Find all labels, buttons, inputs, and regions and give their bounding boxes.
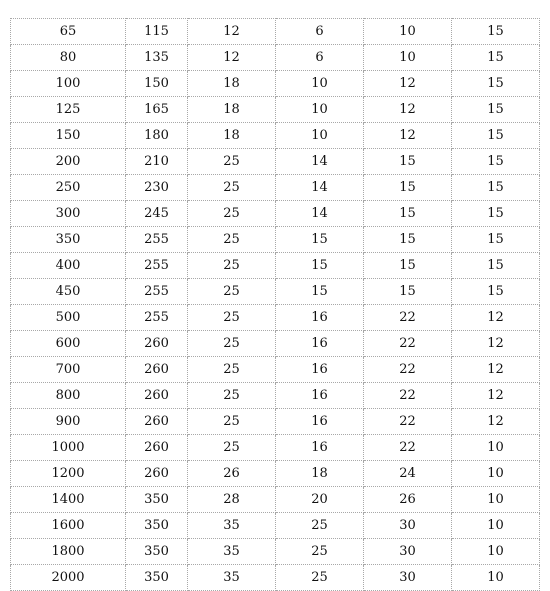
table-cell: 900 — [11, 409, 126, 435]
table-cell: 10 — [276, 97, 364, 123]
table-cell: 15 — [452, 175, 540, 201]
table-cell: 12 — [452, 409, 540, 435]
table-row — [11, 461, 540, 487]
table-row — [11, 175, 540, 201]
table-row — [11, 357, 540, 383]
table-cell: 200 — [11, 149, 126, 175]
table-cell: 25 — [188, 383, 276, 409]
table-cell: 25 — [276, 539, 364, 565]
table-container — [10, 18, 540, 591]
table-cell: 1200 — [11, 461, 126, 487]
table-cell: 22 — [364, 409, 452, 435]
table-row — [11, 97, 540, 123]
table-cell: 25 — [188, 175, 276, 201]
table-cell: 25 — [188, 435, 276, 461]
table-cell: 65 — [11, 19, 126, 45]
table-cell: 150 — [11, 123, 126, 149]
table-cell: 22 — [364, 383, 452, 409]
table-cell: 25 — [276, 513, 364, 539]
table-cell: 10 — [452, 487, 540, 513]
table-row — [11, 383, 540, 409]
table-cell: 10 — [452, 461, 540, 487]
table-cell: 15 — [452, 123, 540, 149]
table-cell: 14 — [276, 175, 364, 201]
table-cell: 15 — [364, 279, 452, 305]
table-cell: 24 — [364, 461, 452, 487]
table-cell: 22 — [364, 435, 452, 461]
table-cell: 20 — [276, 487, 364, 513]
table-cell: 16 — [276, 409, 364, 435]
table-cell: 12 — [452, 383, 540, 409]
table-cell: 25 — [188, 357, 276, 383]
table-cell: 15 — [452, 149, 540, 175]
table-cell: 450 — [11, 279, 126, 305]
table-cell: 2000 — [11, 565, 126, 591]
table-cell: 26 — [364, 487, 452, 513]
table-cell: 12 — [188, 19, 276, 45]
table-cell: 350 — [126, 487, 188, 513]
table-cell: 180 — [126, 123, 188, 149]
table-cell: 400 — [11, 253, 126, 279]
table-cell: 15 — [452, 71, 540, 97]
table-cell: 10 — [276, 123, 364, 149]
table-cell: 35 — [188, 513, 276, 539]
table-row — [11, 409, 540, 435]
table-cell: 18 — [188, 97, 276, 123]
table-row — [11, 227, 540, 253]
table-cell: 15 — [276, 253, 364, 279]
table-cell: 18 — [276, 461, 364, 487]
table-row — [11, 435, 540, 461]
table-cell: 15 — [276, 227, 364, 253]
table-cell: 15 — [364, 253, 452, 279]
table-cell: 260 — [126, 461, 188, 487]
table-cell: 15 — [452, 279, 540, 305]
table-row — [11, 279, 540, 305]
table-cell: 25 — [188, 305, 276, 331]
table-cell: 125 — [11, 97, 126, 123]
table-cell: 230 — [126, 175, 188, 201]
table-cell: 1400 — [11, 487, 126, 513]
table-cell: 12 — [452, 305, 540, 331]
table-cell: 10 — [452, 513, 540, 539]
table-cell: 15 — [364, 175, 452, 201]
table-cell: 12 — [364, 71, 452, 97]
table-cell: 26 — [188, 461, 276, 487]
table-cell: 25 — [188, 253, 276, 279]
table-cell: 1800 — [11, 539, 126, 565]
table-row — [11, 123, 540, 149]
table-cell: 115 — [126, 19, 188, 45]
table-cell: 15 — [276, 279, 364, 305]
table-row — [11, 513, 540, 539]
table-cell: 165 — [126, 97, 188, 123]
table-cell: 15 — [364, 201, 452, 227]
table-cell: 100 — [11, 71, 126, 97]
table-cell: 245 — [126, 201, 188, 227]
table-cell: 16 — [276, 383, 364, 409]
table-cell: 1000 — [11, 435, 126, 461]
table-cell: 350 — [126, 513, 188, 539]
table-body — [11, 19, 540, 591]
table-row — [11, 45, 540, 71]
table-cell: 10 — [276, 71, 364, 97]
table-cell: 35 — [188, 565, 276, 591]
table-cell: 30 — [364, 539, 452, 565]
table-cell: 25 — [188, 331, 276, 357]
table-cell: 500 — [11, 305, 126, 331]
table-cell: 22 — [364, 357, 452, 383]
table-cell: 16 — [276, 435, 364, 461]
table-cell: 255 — [126, 279, 188, 305]
table-cell: 35 — [188, 539, 276, 565]
table-cell: 18 — [188, 123, 276, 149]
data-table — [10, 18, 540, 591]
table-cell: 25 — [188, 279, 276, 305]
table-cell: 15 — [452, 227, 540, 253]
table-cell: 10 — [452, 435, 540, 461]
table-cell: 25 — [188, 201, 276, 227]
table-row — [11, 19, 540, 45]
table-cell: 600 — [11, 331, 126, 357]
table-cell: 16 — [276, 357, 364, 383]
table-cell: 6 — [276, 19, 364, 45]
table-cell: 15 — [364, 149, 452, 175]
table-cell: 260 — [126, 409, 188, 435]
table-cell: 15 — [452, 253, 540, 279]
table-cell: 260 — [126, 435, 188, 461]
table-cell: 16 — [276, 331, 364, 357]
table-row — [11, 201, 540, 227]
table-cell: 1600 — [11, 513, 126, 539]
table-cell: 80 — [11, 45, 126, 71]
table-cell: 15 — [452, 45, 540, 71]
table-row — [11, 305, 540, 331]
table-cell: 12 — [364, 97, 452, 123]
table-cell: 800 — [11, 383, 126, 409]
table-cell: 350 — [126, 539, 188, 565]
table-cell: 14 — [276, 201, 364, 227]
table-cell: 15 — [452, 201, 540, 227]
table-cell: 300 — [11, 201, 126, 227]
table-cell: 12 — [364, 123, 452, 149]
table-cell: 25 — [188, 227, 276, 253]
table-cell: 260 — [126, 383, 188, 409]
table-row — [11, 487, 540, 513]
table-row — [11, 71, 540, 97]
table-row — [11, 149, 540, 175]
table-cell: 260 — [126, 357, 188, 383]
table-cell: 255 — [126, 305, 188, 331]
table-cell: 260 — [126, 331, 188, 357]
table-row — [11, 539, 540, 565]
table-cell: 14 — [276, 149, 364, 175]
table-cell: 12 — [452, 357, 540, 383]
table-cell: 15 — [364, 227, 452, 253]
table-cell: 6 — [276, 45, 364, 71]
table-cell: 10 — [364, 45, 452, 71]
table-cell: 350 — [11, 227, 126, 253]
table-cell: 12 — [188, 45, 276, 71]
table-cell: 700 — [11, 357, 126, 383]
table-cell: 250 — [11, 175, 126, 201]
table-cell: 25 — [188, 149, 276, 175]
table-cell: 210 — [126, 149, 188, 175]
table-cell: 25 — [276, 565, 364, 591]
table-cell: 15 — [452, 97, 540, 123]
table-cell: 22 — [364, 305, 452, 331]
table-cell: 10 — [452, 565, 540, 591]
table-cell: 10 — [364, 19, 452, 45]
table-cell: 22 — [364, 331, 452, 357]
table-cell: 350 — [126, 565, 188, 591]
table-cell: 30 — [364, 513, 452, 539]
table-row — [11, 253, 540, 279]
table-cell: 18 — [188, 71, 276, 97]
table-cell: 25 — [188, 409, 276, 435]
table-cell: 12 — [452, 331, 540, 357]
table-cell: 255 — [126, 253, 188, 279]
table-cell: 30 — [364, 565, 452, 591]
table-cell: 16 — [276, 305, 364, 331]
table-cell: 150 — [126, 71, 188, 97]
table-row — [11, 331, 540, 357]
table-cell: 135 — [126, 45, 188, 71]
table-cell: 255 — [126, 227, 188, 253]
table-cell: 28 — [188, 487, 276, 513]
table-cell: 15 — [452, 19, 540, 45]
table-cell: 10 — [452, 539, 540, 565]
